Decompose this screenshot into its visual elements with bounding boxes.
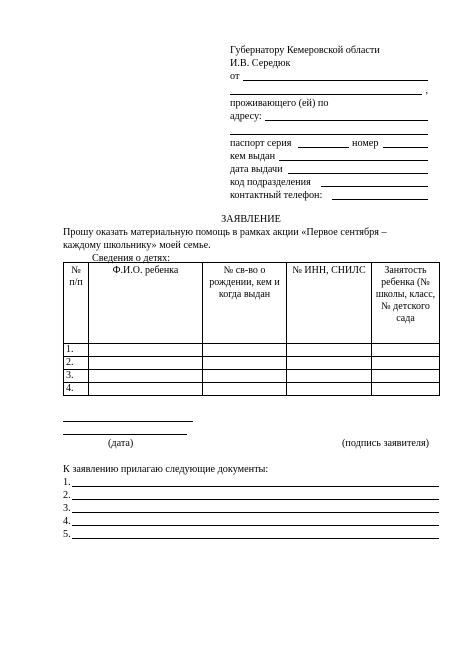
from-label: от [230, 71, 240, 82]
signature-caption: (подпись заявителя) [342, 438, 430, 449]
row-number: 1. [64, 344, 89, 357]
from-field[interactable] [230, 70, 428, 83]
issue-date-field[interactable] [230, 163, 428, 176]
attachment-number: 3. [63, 503, 71, 514]
statement-body-line1: Прошу оказать материальную помощь в рамках акции «Первое сентября – [63, 227, 387, 238]
cell-occupation[interactable] [372, 370, 440, 383]
children-table [63, 262, 440, 396]
from-field-continued[interactable] [230, 84, 428, 97]
cell-occupation[interactable] [372, 344, 440, 357]
row-number: 2. [64, 357, 89, 370]
attachment-item-3[interactable] [63, 502, 439, 515]
division-code-label: код подразделения [230, 177, 311, 188]
date-line[interactable] [63, 434, 187, 435]
statement-body-line2: каждому школьнику» моей семье. [63, 240, 211, 251]
attachment-number: 1. [63, 477, 71, 488]
residing-label: проживающего (ей) по [230, 98, 329, 109]
cell-inn-snils[interactable] [287, 370, 372, 383]
passport-series-label: паспорт серия [230, 138, 292, 149]
cell-birth-certificate[interactable] [203, 383, 287, 396]
table-row [64, 370, 440, 383]
issued-by-label: кем выдан [230, 151, 276, 162]
address-field[interactable] [230, 110, 428, 123]
cell-child-name[interactable] [89, 357, 203, 370]
division-code-field[interactable] [230, 176, 428, 189]
children-heading: Сведения о детях: [92, 253, 171, 264]
cell-child-name[interactable] [89, 383, 203, 396]
attachment-item-4[interactable] [63, 515, 439, 528]
issued-by-field[interactable] [230, 150, 428, 163]
attachment-item-2[interactable] [63, 489, 439, 502]
attachments-heading: К заявлению прилагаю следующие документы: [63, 464, 269, 475]
col-header-occupation: Занятость ребенка (№ школы, класс, № детского сада [372, 263, 440, 344]
row-number: 3. [64, 370, 89, 383]
table-row [64, 344, 440, 357]
cell-occupation[interactable] [372, 357, 440, 370]
col-header-inn-snils: № ИНН, СНИЛС [287, 263, 372, 344]
attachment-number: 4. [63, 516, 71, 527]
statement-title: ЗАЯВЛЕНИЕ [221, 214, 281, 225]
cell-birth-certificate[interactable] [203, 370, 287, 383]
passport-field[interactable] [230, 137, 428, 150]
attachment-item-1[interactable] [63, 476, 439, 489]
cell-occupation[interactable] [372, 383, 440, 396]
cell-birth-certificate[interactable] [203, 357, 287, 370]
cell-child-name[interactable] [89, 344, 203, 357]
issue-date-label: дата выдачи [230, 164, 283, 175]
addressee-governor: Губернатору Кемеровской области [230, 45, 380, 56]
address-label: адресу: [230, 111, 262, 122]
cell-inn-snils[interactable] [287, 344, 372, 357]
cell-inn-snils[interactable] [287, 383, 372, 396]
cell-child-name[interactable] [89, 370, 203, 383]
from-comma: , [425, 85, 428, 96]
date-caption: (дата) [108, 438, 134, 449]
passport-number-label: номер [352, 138, 379, 149]
attachment-number: 5. [63, 529, 71, 540]
phone-field[interactable] [230, 189, 428, 202]
table-row [64, 383, 440, 396]
attachment-item-5[interactable] [63, 528, 439, 541]
col-header-birth-certificate: № св-во о рождении, кем и когда выдан [203, 263, 287, 344]
phone-label: контактный телефон: [230, 190, 323, 201]
address-field-continued[interactable] [230, 124, 428, 137]
attachment-number: 2. [63, 490, 71, 501]
addressee-name: И.В. Середюк [230, 58, 291, 69]
col-header-child-name: Ф.И.О. ребенка [89, 263, 203, 344]
cell-birth-certificate[interactable] [203, 344, 287, 357]
cell-inn-snils[interactable] [287, 357, 372, 370]
table-row [64, 357, 440, 370]
table-header-row [64, 263, 440, 344]
row-number: 4. [64, 383, 89, 396]
col-header-number: № п/п [64, 263, 89, 344]
signature-line[interactable] [63, 421, 193, 422]
addressee-block [230, 44, 428, 204]
